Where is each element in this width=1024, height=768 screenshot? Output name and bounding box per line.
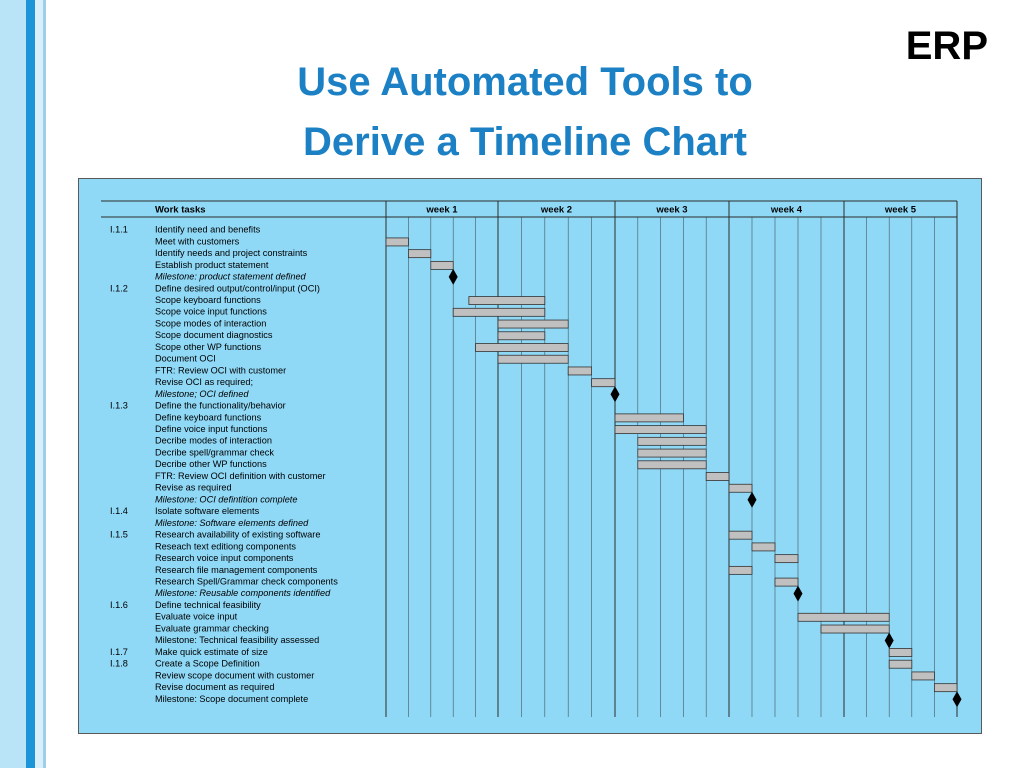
milestone-diamond bbox=[449, 269, 458, 285]
task-label: Define desired output/control/input (OCI) bbox=[155, 283, 320, 294]
task-label: Scope modes of interaction bbox=[155, 318, 267, 329]
task-id: I.1.1 bbox=[110, 224, 128, 235]
timeline-chart bbox=[79, 179, 981, 733]
task-bar bbox=[638, 437, 706, 445]
task-bar bbox=[729, 531, 752, 539]
task-bar bbox=[889, 660, 912, 668]
task-label: Evaluate grammar checking bbox=[155, 623, 269, 634]
milestone-diamond bbox=[953, 691, 962, 707]
task-label: Make quick estimate of size bbox=[155, 646, 268, 657]
task-label: Establish product statement bbox=[155, 259, 269, 270]
task-label: Milestone: product statement defined bbox=[155, 271, 306, 282]
task-bar bbox=[615, 426, 706, 434]
week-header: week 2 bbox=[540, 204, 573, 216]
task-label: Scope voice input functions bbox=[155, 306, 267, 317]
task-bar bbox=[498, 355, 568, 363]
task-label: Milestone: Software elements defined bbox=[155, 517, 309, 528]
task-label: Evaluate voice input bbox=[155, 611, 238, 622]
task-label: Decribe other WP functions bbox=[155, 459, 267, 470]
task-bar bbox=[476, 344, 569, 352]
left-stripe-thin bbox=[43, 0, 46, 768]
task-bar bbox=[798, 613, 889, 621]
task-label: Revise as required bbox=[155, 482, 232, 493]
work-tasks-header: Work tasks bbox=[155, 204, 206, 216]
task-label: Milestone: Reusable components identified bbox=[155, 588, 331, 599]
task-bar bbox=[386, 238, 408, 246]
task-label: Identify needs and project constraints bbox=[155, 248, 308, 259]
task-label: Milestone; OCI defined bbox=[155, 388, 249, 399]
milestone-diamond bbox=[748, 492, 757, 508]
task-label: Research availability of existing software bbox=[155, 529, 321, 540]
task-bar bbox=[498, 320, 568, 328]
task-label: Decribe spell/grammar check bbox=[155, 447, 274, 458]
task-label: Milestone: Technical feasibility assessed bbox=[155, 635, 320, 646]
week-header: week 3 bbox=[656, 204, 688, 216]
week-header: week 4 bbox=[770, 204, 803, 216]
task-label: Define technical feasibility bbox=[155, 599, 261, 610]
task-label: Define voice input functions bbox=[155, 424, 268, 435]
slide-title-line2: Derive a Timeline Chart bbox=[303, 120, 747, 164]
task-label: Revise document as required bbox=[155, 682, 275, 693]
task-id: I.1.6 bbox=[110, 599, 128, 610]
left-stripe-pale bbox=[35, 0, 43, 768]
task-id: I.1.5 bbox=[110, 529, 128, 540]
task-label: Milestone: OCI defintition complete bbox=[155, 494, 298, 505]
task-bar bbox=[729, 566, 752, 574]
task-bar bbox=[638, 461, 706, 469]
task-label: Scope document diagnostics bbox=[155, 330, 273, 341]
task-bar bbox=[752, 543, 775, 551]
task-bar bbox=[592, 379, 615, 387]
week-header: week 1 bbox=[426, 204, 458, 216]
brand-label: ERP bbox=[905, 24, 988, 68]
task-label: Document OCI bbox=[155, 353, 216, 364]
task-bar bbox=[498, 332, 545, 340]
milestone-diamond bbox=[885, 633, 894, 649]
task-bar bbox=[408, 250, 430, 258]
timeline-chart-panel bbox=[78, 178, 982, 734]
task-label: Decribe modes of interaction bbox=[155, 435, 272, 446]
task-id: I.1.7 bbox=[110, 646, 128, 657]
task-bar bbox=[775, 555, 798, 563]
left-stripe-light bbox=[0, 0, 26, 768]
task-label: FTR: Review OCI with customer bbox=[155, 365, 287, 376]
left-stripe-blue bbox=[26, 0, 35, 768]
task-bar bbox=[469, 297, 545, 305]
task-bar bbox=[638, 449, 706, 457]
milestone-diamond bbox=[794, 586, 803, 602]
task-label: Milestone: Scope document complete bbox=[155, 693, 309, 704]
task-id: I.1.3 bbox=[110, 400, 128, 411]
task-label: Create a Scope Definition bbox=[155, 658, 260, 669]
task-id: I.1.4 bbox=[110, 506, 128, 517]
slide-title bbox=[200, 52, 850, 172]
task-label: Revise OCI as required; bbox=[155, 377, 254, 388]
task-id: I.1.2 bbox=[110, 283, 128, 294]
task-bar bbox=[821, 625, 889, 633]
task-bar bbox=[912, 672, 935, 680]
task-bar bbox=[453, 308, 545, 316]
task-label: Define keyboard functions bbox=[155, 412, 262, 423]
task-bar bbox=[729, 484, 752, 492]
slide-title-line1: Use Automated Tools to bbox=[297, 60, 753, 104]
task-id: I.1.8 bbox=[110, 658, 128, 669]
task-bar bbox=[615, 414, 683, 422]
task-bar bbox=[775, 578, 798, 586]
task-bar bbox=[706, 473, 729, 481]
task-label: Reseach text editiong components bbox=[155, 541, 296, 552]
task-label: Identify need and benefits bbox=[155, 224, 261, 235]
week-header: week 5 bbox=[884, 204, 917, 216]
task-bar bbox=[889, 648, 912, 656]
task-label: Isolate software elements bbox=[155, 506, 260, 517]
task-bar bbox=[431, 261, 453, 269]
task-label: FTR: Review OCI definition with customer bbox=[155, 470, 326, 481]
task-label: Meet with customers bbox=[155, 236, 240, 247]
task-label: Research Spell/Grammar check components bbox=[155, 576, 338, 587]
task-bar bbox=[568, 367, 591, 375]
milestone-diamond bbox=[611, 386, 620, 402]
task-label: Define the functionality/behavior bbox=[155, 400, 286, 411]
task-label: Scope keyboard functions bbox=[155, 294, 261, 305]
task-label: Research voice input components bbox=[155, 553, 294, 564]
task-bar bbox=[934, 684, 957, 692]
task-label: Research file management components bbox=[155, 564, 318, 575]
task-label: Scope other WP functions bbox=[155, 341, 262, 352]
task-label: Review scope document with customer bbox=[155, 670, 315, 681]
